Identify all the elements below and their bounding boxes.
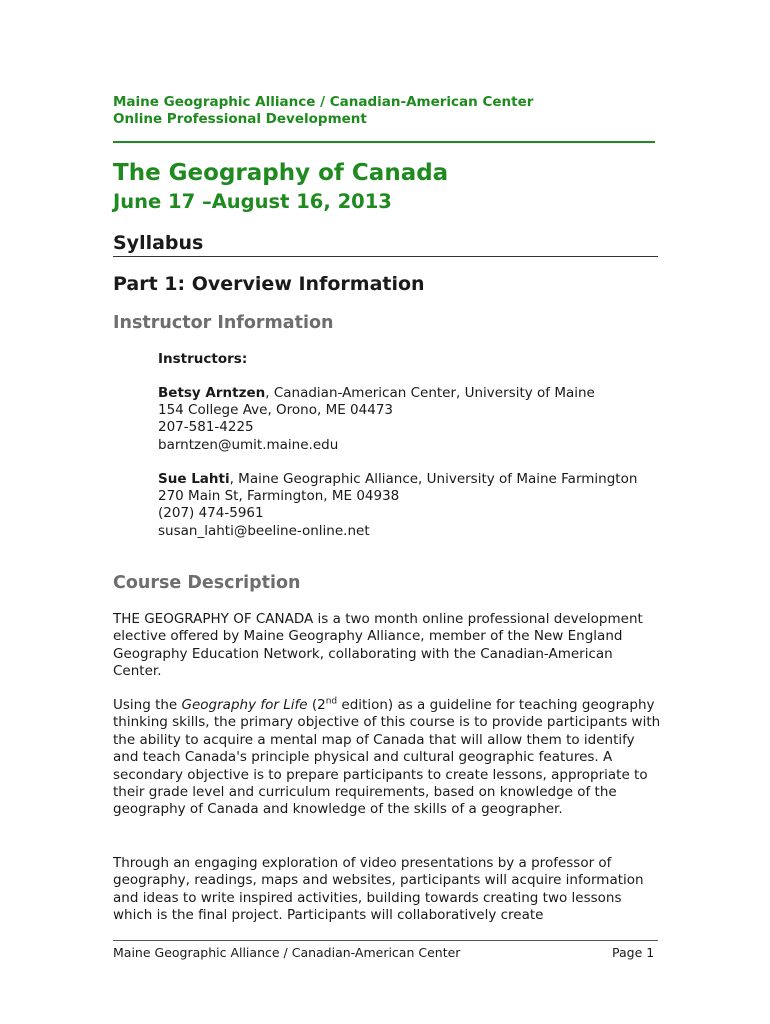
header-divider <box>113 141 655 143</box>
footer-divider <box>113 940 658 941</box>
instructor-phone: 207-581-4225 <box>158 419 254 436</box>
header-subtitle: Online Professional Development <box>113 111 367 127</box>
instructor-card <box>158 471 637 540</box>
course-dates: June 17 –August 16, 2013 <box>113 190 392 213</box>
instructors-label-block <box>158 351 247 368</box>
instructor-address: 270 Main St, Farmington, ME 04938 <box>158 488 400 505</box>
document-title: The Geography of Canada <box>113 160 449 186</box>
instructor-affiliation: , Canadian-American Center, University of Maine <box>265 385 595 401</box>
course-description-paragraph-1: THE GEOGRAPHY OF CANADA is a two month online professional development elective offered by Maine Geography Alliance, member of the New England Geography Education Network, collaborating with the Canadian-American Center. <box>113 611 643 680</box>
instructor-affiliation: , Maine Geographic Alliance, University of Maine Farmington <box>229 471 638 487</box>
course-description-paragraph-2: Using the Geography for Life (2nd edition) as a guideline for teaching geography thinking skills, the primary objective of this course is to provide participants with the ability to acquire a mental map of Canada that will allow them to identify and teach Canada's principle physical and cultural geographic features. A secondary objective is to prepare participants to create lessons, appropriate to their grade level and curriculum requirements, based on knowledge of the geography of Canada and knowledge of the skills of a geographer. <box>113 696 661 818</box>
syllabus-heading: Syllabus <box>113 232 658 257</box>
instructor-email: susan_lahti@beeline-online.net <box>158 522 370 539</box>
instructor-email: barntzen@umit.maine.edu <box>158 436 339 453</box>
header-organization: Maine Geographic Alliance / Canadian-American Center <box>113 94 534 110</box>
course-description-heading: Course Description <box>113 573 301 593</box>
course-description-paragraph-3: Through an engaging exploration of video presentations by a professor of geography, readings, maps and websites, participants will acquire information and ideas to write inspired activities, building towards creating two lessons which is the final project. Participants will collaboratively create <box>113 855 644 924</box>
footer-organization: Maine Geographic Alliance / Canadian-American Center <box>113 945 461 960</box>
instructor-name: Sue Lahti <box>158 471 230 487</box>
page-number: Page 1 <box>612 945 655 960</box>
instructor-name: Betsy Arntzen <box>158 385 266 401</box>
instructor-address: 154 College Ave, Orono, ME 04473 <box>158 402 393 419</box>
part1-heading: Part 1: Overview Information <box>113 273 425 295</box>
instructor-phone: (207) 474-5961 <box>158 505 264 522</box>
instructors-label: Instructors: <box>158 351 248 367</box>
instructor-info-heading: Instructor Information <box>113 313 334 333</box>
instructor-card <box>158 385 595 454</box>
